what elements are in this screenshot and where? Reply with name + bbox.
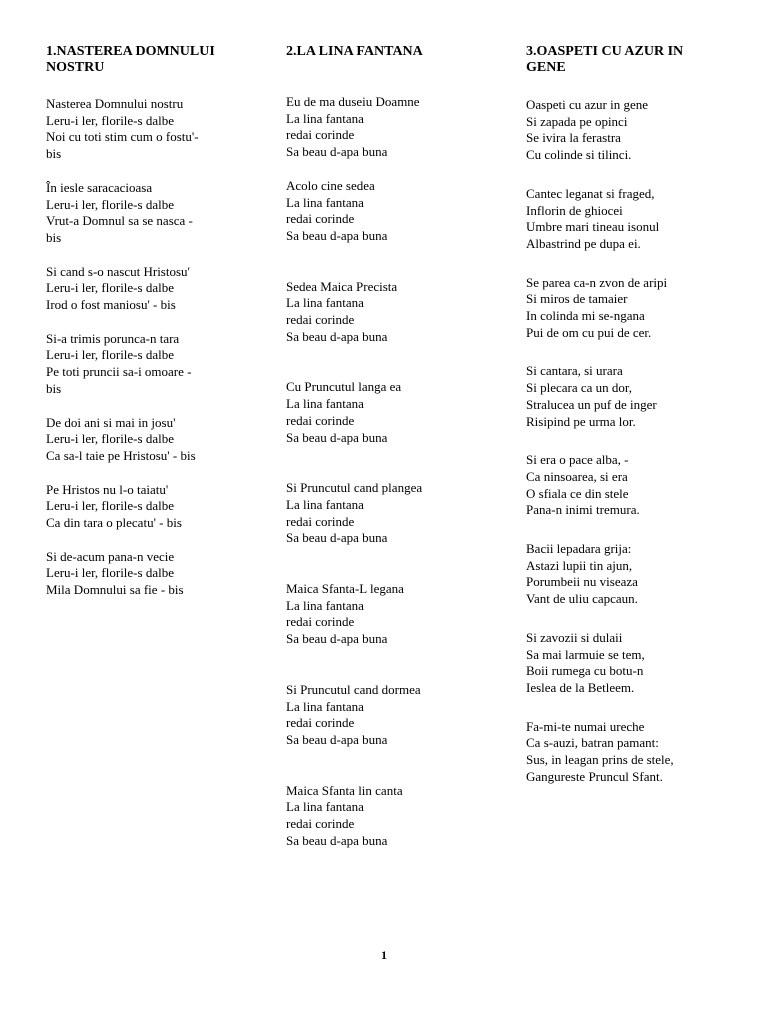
verse-line: Mila Domnului sa fie - bis bbox=[46, 582, 184, 598]
verse-line: Ca s-auzi, batran pamant: bbox=[526, 735, 659, 751]
stanza bbox=[526, 719, 726, 786]
verse-line: Cu colinde si tilinci. bbox=[526, 147, 632, 163]
verse-line: Cu Pruncutul langa ea bbox=[286, 379, 402, 395]
verse-line: redai corinde bbox=[286, 127, 355, 143]
song-stanzas bbox=[46, 96, 256, 599]
verse-line: Sa beau d-apa buna bbox=[286, 530, 388, 546]
stanza bbox=[526, 186, 726, 253]
verse-line: Se ivira la ferastra bbox=[526, 130, 621, 146]
song-title: 2.LA LINA FANTANA bbox=[286, 44, 423, 59]
stanza bbox=[46, 264, 256, 314]
verse-line: Leru-i ler, florile-s dalbe bbox=[46, 565, 174, 581]
verse-line: La lina fantana bbox=[286, 295, 364, 311]
stanza bbox=[526, 275, 726, 342]
verse-line: Vrut-a Domnul sa se nasca - bbox=[46, 213, 193, 229]
stanza bbox=[286, 379, 496, 446]
verse-line: Se parea ca-n zvon de aripi bbox=[526, 274, 668, 290]
verse-line: Si cand s-o nascut Hristosu' bbox=[46, 263, 190, 279]
verse-line: redai corinde bbox=[286, 211, 355, 227]
verse-line: Leru-i ler, florile-s dalbe bbox=[46, 112, 174, 128]
verse-line: Si Pruncutul cand plangea bbox=[286, 480, 423, 496]
verse-line: Sa beau d-apa buna bbox=[286, 144, 388, 160]
verse-line: Pe Hristos nu l-o taiatu' bbox=[46, 481, 169, 497]
verse-line: Si-a trimis porunca-n tara bbox=[46, 330, 180, 346]
verse-line: Astazi lupii tin ajun, bbox=[526, 557, 633, 573]
stanza bbox=[46, 96, 256, 163]
verse-line: Bacii lepadara grija: bbox=[526, 541, 632, 557]
verse-line: Ca sa-l taie pe Hristosu' - bis bbox=[46, 447, 196, 463]
verse-line: O sfiala ce din stele bbox=[526, 485, 629, 501]
stanza bbox=[286, 178, 496, 245]
verse-line: Noi cu toti stim cum o fostu'- bbox=[46, 129, 199, 145]
verse-line: Si era o pace alba, - bbox=[526, 452, 629, 468]
song-title: 1.NASTEREA DOMNULUI NOSTRU bbox=[46, 44, 215, 75]
verse-line: Leru-i ler, florile-s dalbe bbox=[46, 431, 174, 447]
stanza bbox=[46, 180, 256, 247]
stanza bbox=[286, 682, 496, 749]
verse-line: Si zavozii si dulaii bbox=[526, 629, 623, 645]
verse-line: Stralucea un puf de inger bbox=[526, 396, 657, 412]
song-stanzas bbox=[286, 94, 496, 850]
verse-line: redai corinde bbox=[286, 715, 355, 731]
verse-line: La lina fantana bbox=[286, 110, 364, 126]
verse-line: Maica Sfanta lin canta bbox=[286, 782, 403, 798]
verse-line: Boii rumega cu botu-n bbox=[526, 663, 644, 679]
stanza bbox=[526, 363, 726, 430]
verse-line: Si cantara, si urara bbox=[526, 363, 623, 379]
verse-line: Si plecara ca un dor, bbox=[526, 380, 632, 396]
verse-line: redai corinde bbox=[286, 614, 355, 630]
verse-line: Sa mai larmuie se tem, bbox=[526, 646, 645, 662]
verse-line: Cantec leganat si fraged, bbox=[526, 185, 655, 201]
stanza bbox=[526, 630, 726, 697]
stanza bbox=[286, 480, 496, 547]
verse-line: Umbre mari tineau isonul bbox=[526, 219, 660, 235]
verse-line: redai corinde bbox=[286, 513, 355, 529]
stanza bbox=[286, 581, 496, 648]
stanza bbox=[46, 331, 256, 398]
verse-line: Ca ninsoarea, si era bbox=[526, 468, 628, 484]
verse-line: redai corinde bbox=[286, 412, 355, 428]
verse-line: De doi ani si mai in josu' bbox=[46, 414, 176, 430]
verse-line: bis bbox=[46, 146, 62, 162]
verse-line: Si Pruncutul cand dormea bbox=[286, 681, 421, 697]
verse-line: Albastrind pe dupa ei. bbox=[526, 235, 641, 251]
verse-line: Ieslea de la Betleem. bbox=[526, 679, 635, 695]
verse-line: Sa beau d-apa buna bbox=[286, 832, 388, 848]
verse-line: Gangureste Pruncul Sfant. bbox=[526, 768, 663, 784]
verse-line: bis bbox=[46, 380, 62, 396]
verse-line: În iesle saracacioasa bbox=[46, 179, 153, 195]
verse-line: Leru-i ler, florile-s dalbe bbox=[46, 498, 174, 514]
verse-line: Si de-acum pana-n vecie bbox=[46, 548, 175, 564]
verse-line: Si miros de tamaier bbox=[526, 291, 628, 307]
verse-line: redai corinde bbox=[286, 312, 355, 328]
stanza bbox=[526, 452, 726, 519]
verse-line: Pana-n inimi tremura. bbox=[526, 502, 640, 518]
stanza bbox=[46, 549, 256, 599]
verse-line: Sus, in leagan prins de stele, bbox=[526, 752, 674, 768]
verse-line: Pe toti pruncii sa-i omoare - bbox=[46, 364, 192, 380]
stanza bbox=[286, 94, 496, 161]
verse-line: Leru-i ler, florile-s dalbe bbox=[46, 280, 174, 296]
verse-line: Nasterea Domnului nostru bbox=[46, 96, 184, 111]
verse-line: La lina fantana bbox=[286, 799, 364, 815]
verse-line: Pui de om cu pui de cer. bbox=[526, 324, 652, 340]
verse-line: Sa beau d-apa buna bbox=[286, 631, 388, 647]
song-column-3 bbox=[526, 44, 726, 786]
stanza bbox=[286, 279, 496, 346]
verse-line: Sedea Maica Precista bbox=[286, 278, 398, 294]
verse-line: La lina fantana bbox=[286, 597, 364, 613]
verse-line: Sa beau d-apa buna bbox=[286, 328, 388, 344]
verse-line: Si zapada pe opinci bbox=[526, 113, 628, 129]
verse-line: redai corinde bbox=[286, 816, 355, 832]
verse-line: Sa beau d-apa buna bbox=[286, 429, 388, 445]
verse-line: Ca din tara o plecatu' - bis bbox=[46, 515, 182, 531]
verse-line: Vant de uliu capcaun. bbox=[526, 591, 638, 607]
verse-line: Acolo cine sedea bbox=[286, 177, 375, 193]
page-number: 1 bbox=[381, 948, 387, 962]
verse-line: La lina fantana bbox=[286, 396, 364, 412]
verse-line: Sa beau d-apa buna bbox=[286, 731, 388, 747]
verse-line: Sa beau d-apa buna bbox=[286, 227, 388, 243]
song-column-2 bbox=[286, 44, 496, 850]
song-stanzas bbox=[526, 97, 726, 786]
verse-line: In colinda mi se-ngana bbox=[526, 308, 645, 324]
verse-line: La lina fantana bbox=[286, 698, 364, 714]
stanza bbox=[526, 97, 726, 164]
song-column-1 bbox=[46, 44, 256, 599]
verse-line: Inflorin de ghiocei bbox=[526, 202, 623, 218]
stanza bbox=[46, 482, 256, 532]
verse-line: Risipind pe urma lor. bbox=[526, 413, 636, 429]
verse-line: La lina fantana bbox=[286, 496, 364, 512]
verse-line: Oaspeti cu azur in gene bbox=[526, 97, 649, 112]
verse-line: bis bbox=[46, 229, 62, 245]
verse-line: Leru-i ler, florile-s dalbe bbox=[46, 347, 174, 363]
stanza bbox=[526, 541, 726, 608]
stanza bbox=[286, 783, 496, 850]
verse-line: Porumbeii nu viseaza bbox=[526, 574, 638, 590]
song-title: 3.OASPETI CU AZUR IN GENE bbox=[526, 44, 684, 75]
stanza bbox=[46, 415, 256, 465]
verse-line: Maica Sfanta-L legana bbox=[286, 581, 404, 597]
verse-line: Irod o fost maniosu' - bis bbox=[46, 297, 176, 313]
verse-line: La lina fantana bbox=[286, 194, 364, 210]
verse-line: Fa-mi-te numai ureche bbox=[526, 718, 645, 734]
verse-line: Leru-i ler, florile-s dalbe bbox=[46, 196, 174, 212]
verse-line: Eu de ma duseiu Doamne bbox=[286, 94, 420, 109]
